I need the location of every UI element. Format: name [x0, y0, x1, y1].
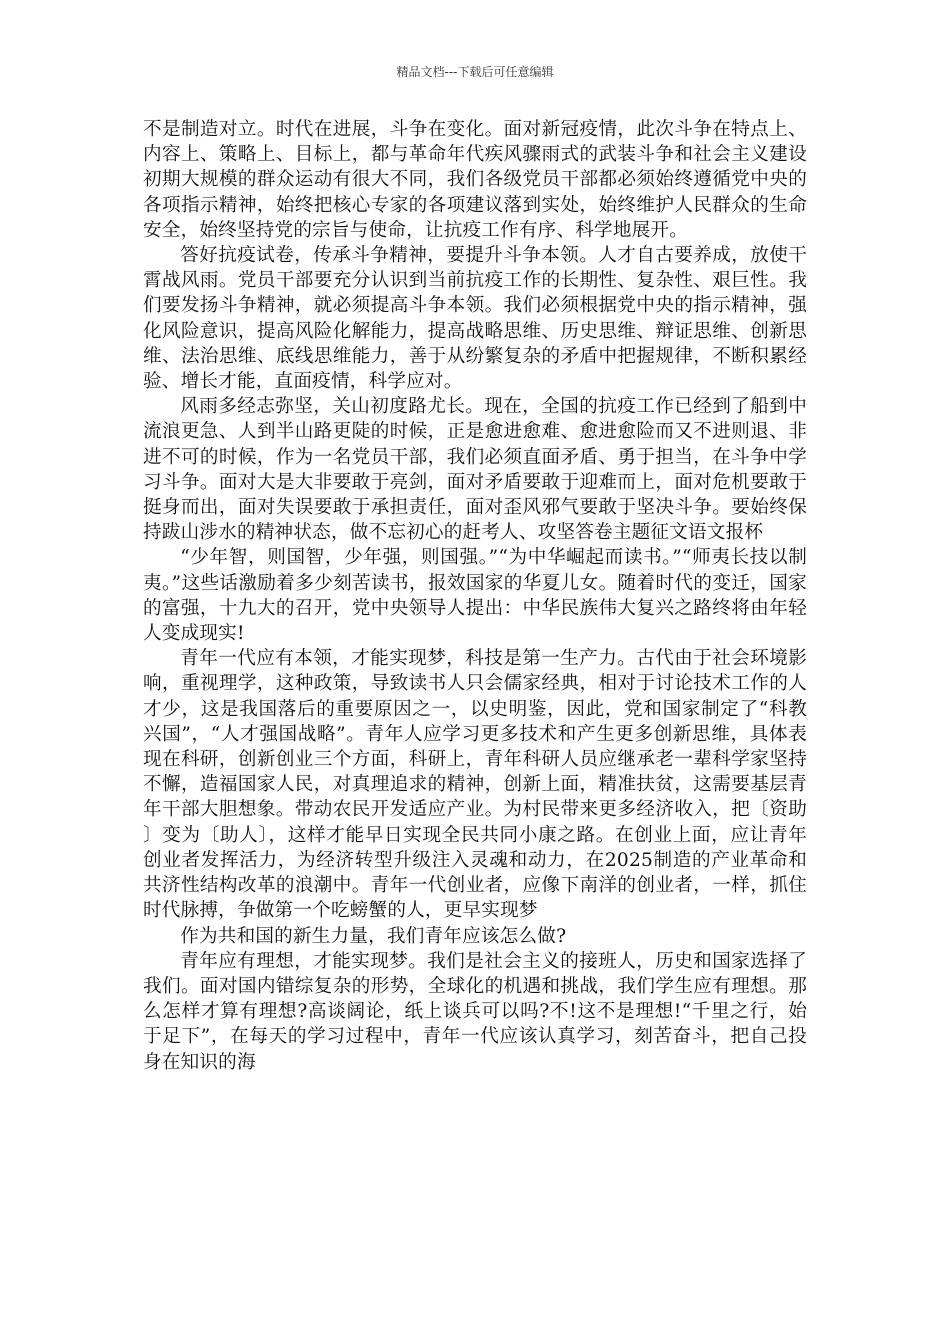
- paragraph-7: 青年应有理想，才能实现梦。我们是社会主义的接班人，历史和国家选择了我们。面对国内错综复杂的形势，全球化的机遇和挑战，我们学生应有理想。那么怎样才算有理想?高谈阔论，纸上谈兵可以吗?不!这不是理想!“千里之行，始于足下”，在每天的学习过程中，青年一代应该认真学习，刻苦奋斗，把自己投身在知识的海: [143, 950, 807, 1073]
- paragraph-1: 不是制造对立。时代在进展，斗争在变化。面对新冠疫情，此次斗争在特点上、内容上、策略上、目标上，都与革命年代疾风骤雨式的武装斗争和社会主义建设初期大规模的群众运动有很大不同，我们各级党员干部都必须始终遵循党中央的各项指示精神，始终把核心专家的各项建议落到实处，始终维护人民群众的生命安全，始终坚持党的宗旨与使命，让抗疫工作有序、科学地展开。: [143, 119, 807, 241]
- page-header: 精品文档---下载后可任意编辑: [396, 65, 554, 79]
- document-body: [143, 117, 807, 1075]
- paragraph-2: 答好抗疫试卷，传承斗争精神，要提升斗争本领。人才自古要养成，放使干霄战风雨。党员干部要充分认识到当前抗疫工作的长期性、复杂性、艰巨性。我们要发扬斗争精神，就必须提高斗争本领。我们必须根据党中央的指示精神，强化风险意识，提高风险化解能力，提高战略思维、历史思维、辩证思维、创新思维、法治思维、底线思维能力，善于从纷繁复杂的矛盾中把握规律，不断积累经验、增长才能，直面疫情，科学应对。: [143, 245, 807, 393]
- paragraph-5: 青年一代应有本领，才能实现梦，科技是第一生产力。古代由于社会环境影响，重视理学，这种政策，导致读书人只会儒家经典，相对于讨论技术工作的人才少，这是我国落后的重要原因之一，以史明鉴，因此，党和国家制定了“科教兴国”，“人才强国战略”。青年人应学习更多技术和产生更多创新思维，具体表现在科研，创新创业三个方面，科研上，青年科研人员应继承老一辈科学家坚持不懈，造福国家人民，对真理追求的精神，创新上面，精准扶贫，这需要基层青年干部大胆想象。带动农民开发适应产业。为村民带来更多经济收入，把〔资助〕变为〔助人〕，这样才能早日实现全民共同小康之路。在创业上面，应让青年创业者发挥活力，为经济转型升级注入灵魂和动力，在2025制造的产业革命和共济性结构改革的浪潮中。青年一代创业者，应像下南洋的创业者，一样，抓住时代脉搏，争做第一个吃螃蟹的人，更早实现梦: [143, 648, 807, 922]
- paragraph-6: 作为共和国的新生力量，我们青年应该怎么做?: [180, 925, 567, 947]
- paragraph-3: 风雨多经志弥坚，关山初度路尤长。现在，全国的抗疫工作已经到了船到中流浪更急、人到半山路更陡的时候，正是愈进愈难、愈进愈险而又不进则退、非进不可的时候，作为一名党员干部，我们必须直面矛盾、勇于担当，在斗争中学习斗争。面对大是大非要敢于亮剑，面对矛盾要敢于迎难而上，面对危机要敢于挺身而出，面对失误要敢于承担责任，面对歪风邪气要敢于坚决斗争。要始终保持跋山涉水的精神状态，做不忘初心的赶考人、攻坚答卷主题征文语文报杯: [143, 396, 807, 544]
- paragraph-4: “少年智，则国智，少年强，则国强。”“为中华崛起而读书。”“师夷长技以制夷。”这些话激励着多少刻苦读书，报效国家的华夏儿女。随着时代的变迁，国家的富强，十九大的召开，党中央领导人提出：中华民族伟大复兴之路终将由年轻人变成现实!: [143, 547, 807, 645]
